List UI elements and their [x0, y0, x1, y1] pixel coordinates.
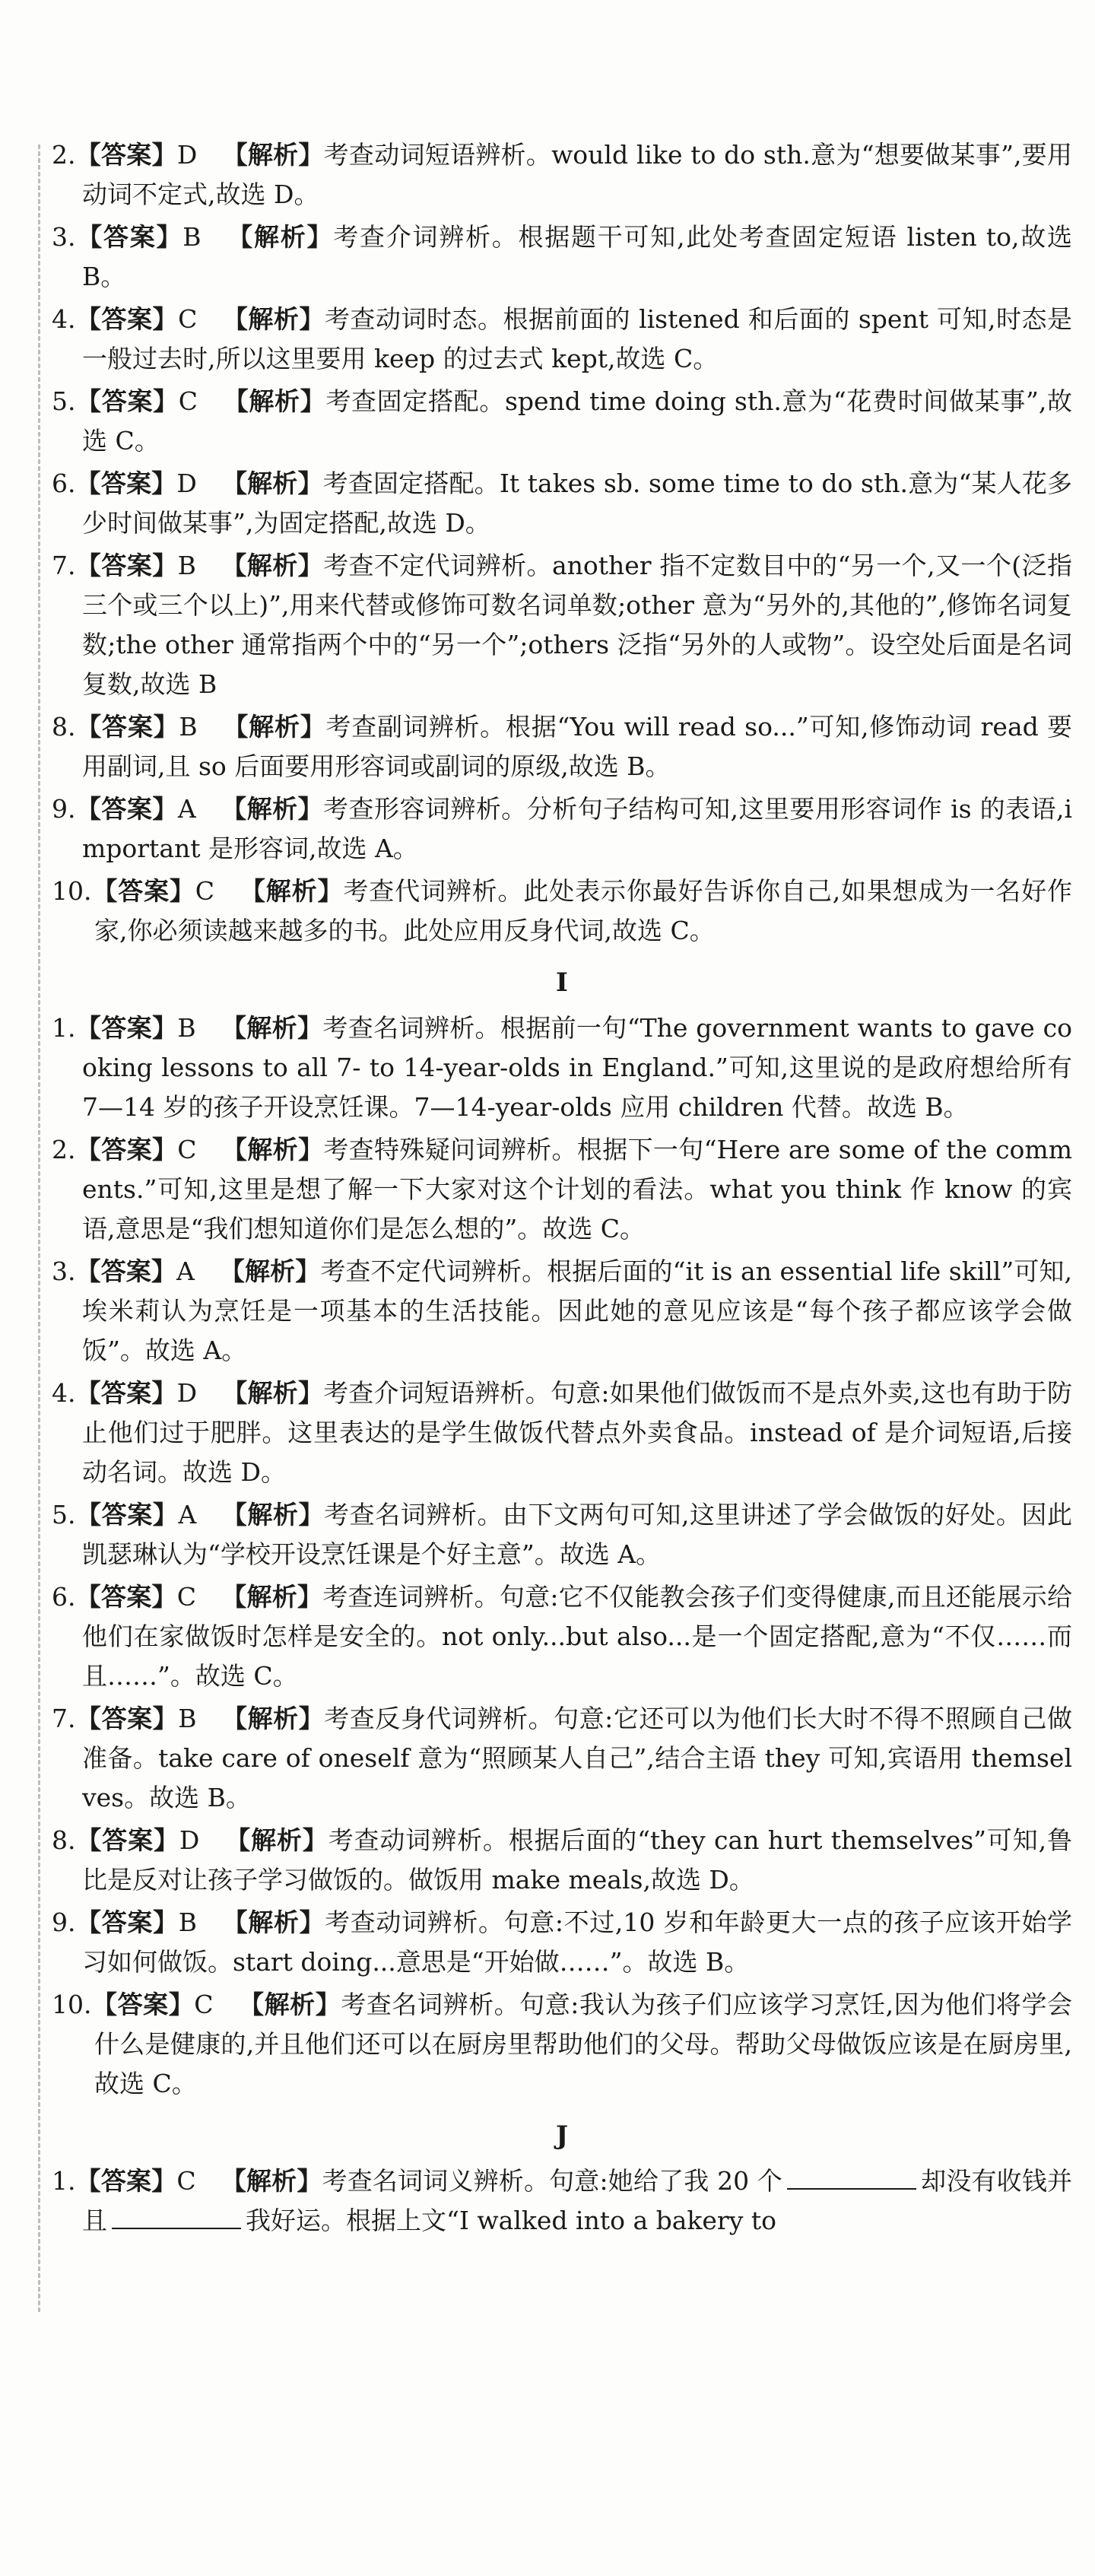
item-number: 7. [52, 551, 76, 580]
analysis-label: 【解析】 [240, 876, 344, 906]
answer-label: 【答案】 [75, 304, 179, 334]
answer-letter: D [179, 1825, 200, 1855]
answer-item [52, 135, 1072, 214]
item-number: 9. [52, 794, 76, 824]
answer-label: 【答案】 [75, 794, 178, 824]
answer-label: 【答案】 [75, 551, 178, 580]
answer-item [52, 1903, 1072, 1982]
analysis-label: 【解析】 [224, 1825, 328, 1855]
analysis-text: 考查特殊疑问词辨析。根据下一句“Here are some of the comments.”可知,这里是想了解一下大家对这个计划的看法。what you think 作 know 的宾语,意思是“我们想知道你们是怎么想的”。故选 C。 [82, 1135, 1073, 1244]
answer-item [52, 546, 1072, 704]
analysis-text: 考查固定搭配。spend time doing sth.意为“花费时间做某事”,故选 C。 [82, 386, 1073, 456]
answer-label: 【答案】 [91, 1990, 195, 2019]
analysis-label: 【解析】 [221, 1135, 324, 1164]
item-number: 3. [52, 222, 76, 252]
item-number: 1. [52, 1013, 76, 1043]
analysis-label: 【解析】 [221, 1582, 323, 1612]
margin-dashed-line [38, 145, 40, 2312]
analysis-label: 【解析】 [226, 222, 334, 252]
answer-letter: B [178, 1907, 197, 1937]
answer-label: 【答案】 [75, 1378, 177, 1408]
analysis-label: 【解析】 [221, 551, 324, 580]
answer-letter: C [178, 304, 198, 334]
answer-item [52, 1985, 1072, 2104]
answer-letter: B [182, 222, 202, 252]
analysis-label: 【解析】 [221, 1500, 325, 1529]
answer-letter: A [178, 1500, 197, 1529]
answer-label: 【答案】 [75, 386, 179, 416]
answer-letter: B [177, 551, 196, 580]
analysis-text: 考查反身代词辨析。句意:它还可以为他们长大时不得不照顾自己做准备。take care of oneself 意为“照顾某人自己”,结合主语 they 可知,宾语用 themselves。故选 B。 [82, 1704, 1073, 1812]
analysis-text: 考查动词短语辨析。would like to do sth.意为“想要做某事”,要用动词不定式,故选 D。 [82, 140, 1073, 209]
answer-label: 【答案】 [75, 1825, 179, 1855]
analysis-label: 【解析】 [221, 469, 323, 498]
answer-item [52, 1699, 1072, 1818]
section-title: I [556, 967, 568, 998]
item-number: 6. [52, 469, 76, 498]
analysis-text: 却没有收钱并且 [82, 2166, 1073, 2235]
section-title: J [555, 2120, 569, 2151]
analysis-text: 考查动词辨析。句意:不过,10 岁和年龄更大一点的孩子应该开始学习如何做饭。start doing...意思是“开始做……”。故选 B。 [82, 1907, 1073, 1977]
answer-label: 【答案】 [75, 712, 179, 742]
answer-letter: A [177, 794, 196, 824]
analysis-label: 【解析】 [219, 1256, 321, 1286]
item-number: 8. [52, 1825, 76, 1855]
answer-item [52, 872, 1072, 951]
item-number: 2. [52, 1135, 76, 1164]
answer-item [52, 1495, 1072, 1574]
analysis-label: 【解析】 [221, 794, 324, 824]
item-number: 5. [52, 386, 76, 416]
analysis-text: 我好运。根据上文“I walked into a bakery to [246, 2206, 776, 2235]
analysis-text: 考查连词辨析。句意:它不仅能教会孩子们变得健康,而且还能展示给他们在家做饭时怎样是安全的。not only...but also...是一个固定搭配,意为“不仅……而且……”。故选 C。 [82, 1582, 1073, 1691]
analysis-label: 【解析】 [222, 304, 325, 334]
analysis-text: 考查介词短语辨析。句意:如果他们做饭而不是点外卖,这也有助于防止他们过于肥胖。这里表达的是学生做饭代替点外卖食品。instead of 是介词短语,后接动名词。故选 D。 [82, 1378, 1073, 1487]
answer-item [52, 707, 1072, 786]
answer-item [52, 1374, 1072, 1492]
analysis-text: 考查代词辨析。此处表示你最好告诉你自己,如果想成为一名好作家,你必须读越来越多的书。此处应用反身代词,故选 C。 [94, 876, 1072, 945]
answer-label: 【答案】 [75, 1013, 178, 1043]
answer-letter: B [179, 712, 198, 742]
answer-item [52, 1821, 1072, 1900]
analysis-label: 【解析】 [221, 2166, 322, 2196]
answer-label: 【答案】 [75, 469, 177, 498]
answer-item [52, 1130, 1072, 1249]
answer-letter: C [176, 2166, 196, 2196]
item-number: 9. [52, 1907, 76, 1937]
analysis-text: 考查不定代词辨析。根据后面的“it is an essential life skill”可知,埃米莉认为烹饪是一项基本的生活技能。因此她的意见应该是“每个孩子都应该学会做饭”。故选 A。 [82, 1256, 1073, 1365]
analysis-text: 考查介词辨析。根据题干可知,此处考查固定短语 listen to,故选 B。 [82, 222, 1073, 291]
item-number: 6. [52, 1582, 76, 1612]
answer-label: 【答案】 [75, 222, 183, 252]
answer-item [52, 218, 1072, 297]
answer-letter: C [194, 1990, 214, 2019]
item-number: 10. [52, 1990, 92, 2019]
analysis-text: 考查动词辨析。根据后面的“they can hurt themselves”可知,鲁比是反对让孩子学习做饭的。做饭用 make meals,故选 D。 [82, 1825, 1073, 1895]
fill-blank [787, 2162, 916, 2190]
analysis-text: 考查固定搭配。It takes sb. some time to do sth.意为“某人花多少时间做某事”,为固定搭配,故选 D。 [82, 469, 1073, 538]
answer-letter: C [195, 876, 215, 906]
analysis-text: 考查名词词义辨析。句意:她给了我 20 个 [322, 2166, 782, 2196]
analysis-label: 【解析】 [222, 1378, 324, 1408]
item-number: 8. [52, 712, 76, 742]
answer-letter: B [178, 1704, 197, 1733]
analysis-label: 【解析】 [221, 1907, 325, 1937]
answer-letter: A [176, 1256, 195, 1286]
answer-label: 【答案】 [75, 140, 177, 170]
answer-item [52, 300, 1072, 379]
answer-label: 【答案】 [75, 1907, 179, 1937]
answer-letter: C [176, 1582, 196, 1612]
answer-label: 【答案】 [75, 1582, 177, 1612]
answer-label: 【答案】 [75, 1500, 179, 1529]
item-number: 4. [52, 304, 76, 334]
analysis-text: 考查动词时态。根据前面的 listened 和后面的 spent 可知,时态是一般过去时,所以这里要用 keep 的过去式 kept,故选 C。 [82, 304, 1073, 373]
answer-label: 【答案】 [75, 2166, 177, 2196]
answer-label: 【答案】 [91, 876, 195, 906]
answer-item [52, 382, 1072, 461]
item-number: 3. [52, 1256, 76, 1286]
analysis-text: 考查副词辨析。根据“You will read so...”可知,修饰动词 read 要用副词,且 so 后面要用形容词或副词的原级,故选 B。 [82, 712, 1073, 781]
answer-item [52, 1008, 1072, 1127]
answer-letter: D [176, 1378, 198, 1408]
answer-page [52, 135, 1072, 2244]
analysis-text: 考查名词辨析。根据前一句“The government wants to gave cooking lessons to all 7- to 14-year-olds in England.”可知,这里说的是政府想给所有 7—14 岁的孩子开设烹饪课。7—14-year-olds 应用 children 代替。故选 B。 [82, 1013, 1073, 1122]
item-number: 5. [52, 1500, 76, 1529]
analysis-text: 考查名词辨析。由下文两句可知,这里讲述了学会做饭的好处。因此凯瑟琳认为“学校开设烹饪课是个好主意”。故选 A。 [82, 1500, 1072, 1569]
analysis-text: 考查名词辨析。句意:我认为孩子们应该学习烹饪,因为他们将学会什么是健康的,并且他们还可以在厨房里帮助他们的父母。帮助父母做饭应该是在厨房里,故选 C。 [94, 1990, 1073, 2098]
answer-item [52, 1252, 1072, 1371]
analysis-text: 考查不定代词辨析。another 指不定数目中的“另一个,又一个(泛指三个或三个以上)”,用来代替或修饰可数名词单数;other 意为“另外的,其他的”,修饰名词复数;the other 通常指两个中的“另一个”;others 泛指“另外的人或物”。设空处后面是名词复数,故选 B [82, 551, 1073, 699]
answer-label: 【答案】 [75, 1256, 176, 1286]
analysis-label: 【解析】 [223, 386, 326, 416]
answer-letter: D [176, 140, 198, 170]
answer-item [52, 789, 1072, 869]
answer-letter: C [177, 1135, 197, 1164]
item-number: 4. [52, 1378, 76, 1408]
item-number: 10. [52, 876, 92, 906]
analysis-text: 考查形容词辨析。分析句子结构可知,这里要用形容词作 is 的表语,important 是形容词,故选 A。 [82, 794, 1073, 863]
analysis-label: 【解析】 [222, 140, 324, 170]
analysis-label: 【解析】 [238, 1990, 341, 2019]
answer-item [52, 464, 1072, 543]
answer-item [52, 1577, 1072, 1696]
answer-letter: D [176, 469, 197, 498]
item-number: 2. [52, 140, 76, 170]
answer-letter: B [177, 1013, 196, 1043]
item-number: 7. [52, 1704, 76, 1733]
analysis-label: 【解析】 [221, 1704, 325, 1733]
answer-item [52, 2161, 1072, 2241]
fill-blank [112, 2202, 241, 2229]
analysis-label: 【解析】 [221, 1013, 323, 1043]
analysis-label: 【解析】 [222, 712, 326, 742]
item-number: 1. [52, 2166, 76, 2196]
answer-letter: C [178, 386, 198, 416]
answer-label: 【答案】 [75, 1704, 179, 1733]
answer-label: 【答案】 [75, 1135, 178, 1164]
